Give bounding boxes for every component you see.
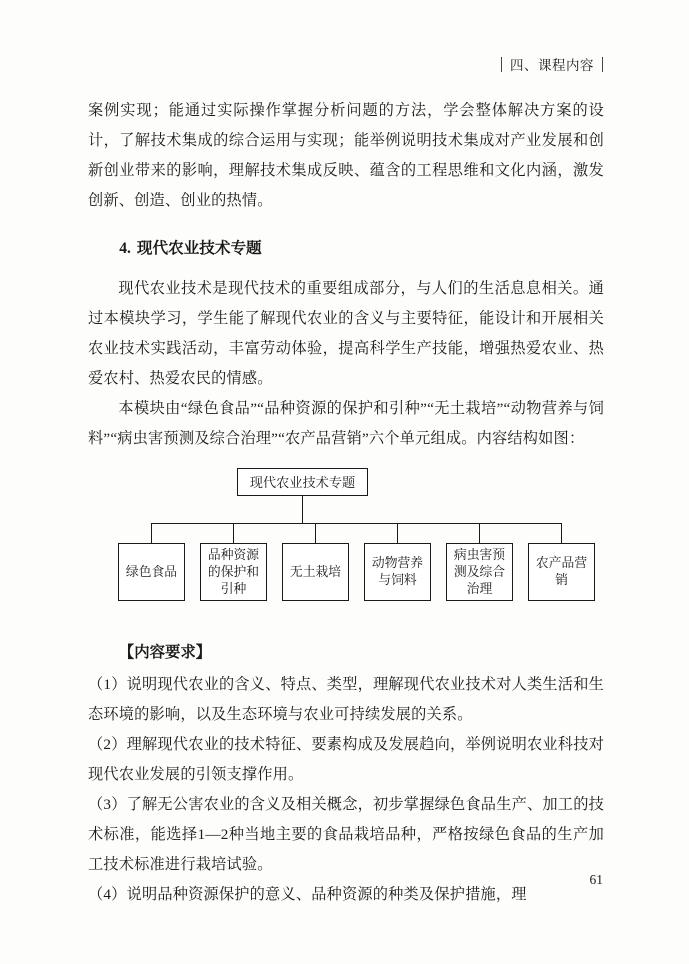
- section-title: 现代农业技术专题: [136, 240, 262, 257]
- page-body: [88, 96, 604, 910]
- diagram-branch-connector: [151, 523, 152, 543]
- diagram-branch-connector: [561, 523, 562, 543]
- requirement-item-1: （1）说明现代农业的含义、特点、类型，理解现代农业技术对人类生活和生态环境的影响，以及生态环境与农业可持续发展的关系。: [88, 676, 604, 723]
- paragraph-continued: 案例实现；能通过实际操作掌握分析问题的方法，学会整体解决方案的设计，了解技术集成的综合运用与实现；能举例说明技术集成对产业发展和创新创业带来的影响，理解技术集成反映、蕴含的工程思维和文化内涵，激发创新、创造、创业的热情。: [88, 102, 604, 209]
- section-number: 4.: [119, 240, 131, 257]
- requirement-item-2: （2）理解现代农业的技术特征、要素构成及发展趋向，举例说明农业科技对现代农业发展的引领支撑作用。: [88, 736, 604, 783]
- requirement-item-4: （4）说明品种资源保护的意义、品种资源的种类及保护措施，理: [88, 886, 527, 903]
- diagram-branch-connector: [233, 523, 234, 543]
- running-header: [501, 54, 603, 74]
- diagram-branch-connector: [479, 523, 480, 543]
- diagram-root-connector: [302, 496, 303, 523]
- diagram-leaf-node: 绿色食品: [118, 543, 185, 601]
- diagram-leaf-node: 农产品营销: [528, 543, 595, 601]
- header-rule-right-icon: [602, 57, 603, 72]
- diagram-root-node: 现代农业技术专题: [237, 468, 368, 496]
- header-title: 四、课程内容: [510, 58, 594, 73]
- diagram-leaf-node: 动物营养与饲料: [364, 543, 431, 601]
- diagram-branch-connector: [315, 523, 316, 543]
- paragraph-2: 本模块由“绿色食品”“品种资源的保护和引种”“无土栽培”“动物营养与饲料”“病虫害预测及综合治理”“农产品营销”六个单元组成。内容结构如图：: [88, 400, 604, 447]
- diagram-leaf-node: 品种资源的保护和引种: [200, 543, 267, 601]
- diagram-horizontal-connector: [151, 523, 562, 524]
- requirement-item-3: （3）了解无公害农业的含义及相关概念，初步掌握绿色食品生产、加工的技术标准，能选择1—2种当地主要的食品栽培品种，严格按绿色食品的生产加工技术标准进行栽培试验。: [88, 796, 604, 873]
- structure-diagram: [88, 468, 604, 618]
- paragraph-1: 现代农业技术是现代技术的重要组成部分，与人们的生活息息相关。通过本模块学习，学生能了解现代农业的含义与主要特征，能设计和开展相关农业技术实践活动，丰富劳动体验，提高科学生产技能，增强热爱农业、热爱农村、热爱农民的情感。: [88, 280, 604, 387]
- requirements-heading: 【内容要求】: [118, 644, 212, 661]
- section-heading: [88, 234, 604, 264]
- diagram-branch-connector: [397, 523, 398, 543]
- diagram-leaf-node: 病虫害预测及综合治理: [446, 543, 513, 601]
- page-number: 61: [589, 872, 603, 887]
- header-rule-left-icon: [501, 57, 502, 72]
- diagram-leaf-node: 无土栽培: [282, 543, 349, 601]
